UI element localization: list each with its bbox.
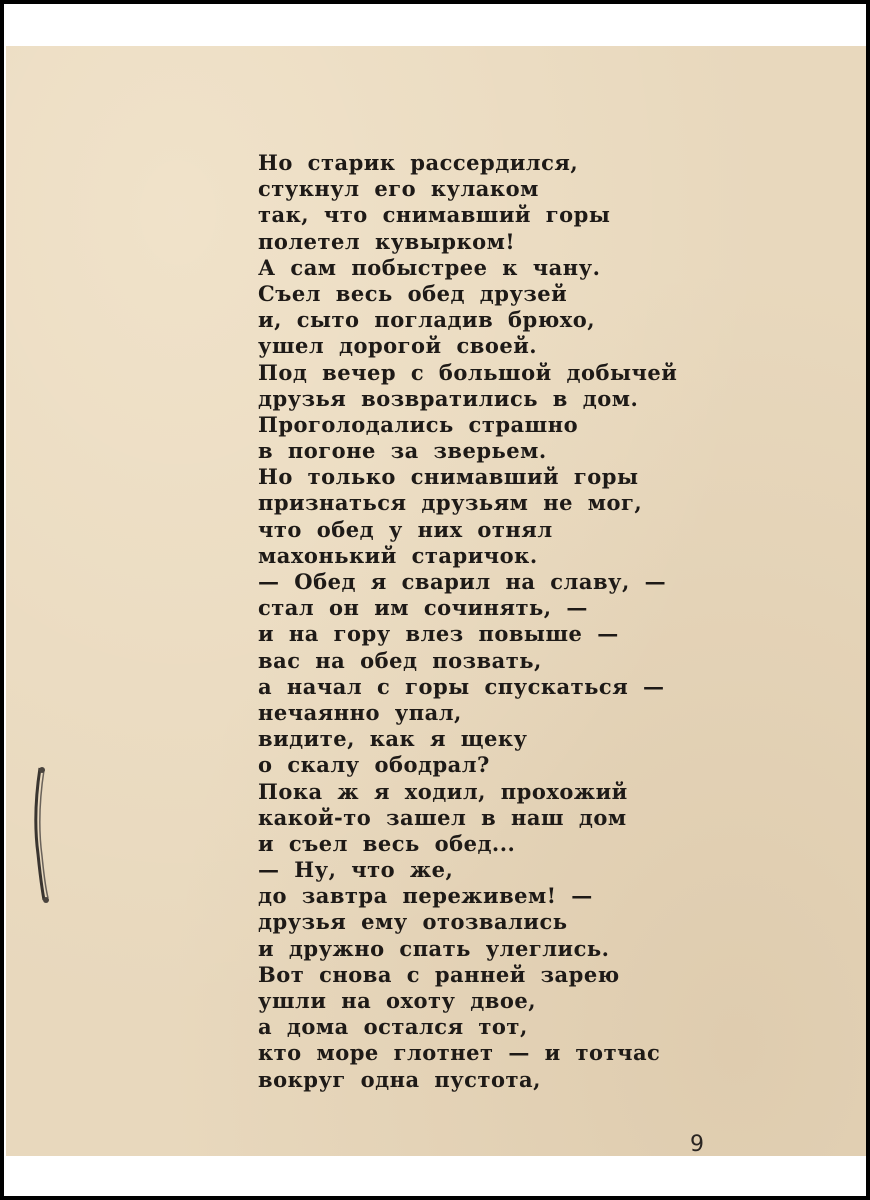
poem-line: друзья ему отозвались <box>258 909 568 935</box>
poem-line: какой-то зашел в наш дом <box>258 804 627 830</box>
poem-line: полетел кувырком! <box>258 228 516 254</box>
poem-line: — Обед я сварил на славу, — <box>258 569 667 594</box>
poem-text <box>258 150 678 1093</box>
poem-line: А сам побыстрее к чану. <box>258 254 601 280</box>
poem-line: и съел весь обед... <box>258 830 516 856</box>
poem-line: нечаянно упал, <box>258 699 462 725</box>
poem-line: вас на обед позвать, <box>258 647 542 673</box>
poem-line: признаться друзьям не мог, <box>258 490 643 516</box>
poem-line: махонький старичок. <box>258 542 538 568</box>
poem-line: а дома остался тот, <box>258 1014 528 1040</box>
poem-line: кто море глотнет — и тотчас <box>258 1040 661 1066</box>
binding-thread-icon <box>26 764 56 904</box>
poem-line: стал он им сочинять, — <box>258 595 588 621</box>
poem-line: Под вечер с большой добычей <box>258 359 678 385</box>
poem-line: а начал с горы спускаться — <box>258 673 665 699</box>
poem-line: до завтра переживем! — <box>258 883 593 909</box>
poem-line: и дружно спать улеглись. <box>258 935 610 961</box>
poem-line: друзья возвратились в дом. <box>258 385 639 411</box>
poem-line: ушли на охоту двое, <box>258 988 537 1013</box>
poem-line: Съел весь обед друзей <box>258 280 568 306</box>
poem-line: и на гору влез повыше — <box>258 621 619 647</box>
poem-line: Пока ж я ходил, прохожий <box>258 778 628 804</box>
poem-line: в погоне за зверьем. <box>258 438 547 464</box>
poem-line: Проголодались страшно <box>258 411 579 437</box>
poem-line: так, что снимавший горы <box>258 202 611 228</box>
poem-line: о скалу ободрал? <box>258 752 490 778</box>
poem-line: Но только снимавший горы <box>258 464 639 490</box>
poem-line: видите, как я щеку <box>258 726 528 752</box>
poem-line: стукнул его кулаком <box>258 176 539 202</box>
poem-line: вокруг одна пустота, <box>258 1066 541 1092</box>
poem-line: что обед у них отнял <box>258 516 553 542</box>
poem-line: и, сыто погладив брюхо, <box>258 307 596 333</box>
poem-line: Вот снова с ранней зарею <box>258 961 620 987</box>
poem-line: ушел дорогой своей. <box>258 333 538 359</box>
poem-line: — Ну, что же, <box>258 857 454 883</box>
page-number: 9 <box>690 1132 704 1156</box>
book-page <box>6 46 866 1156</box>
poem-line: Но старик рассердился, <box>258 150 579 175</box>
